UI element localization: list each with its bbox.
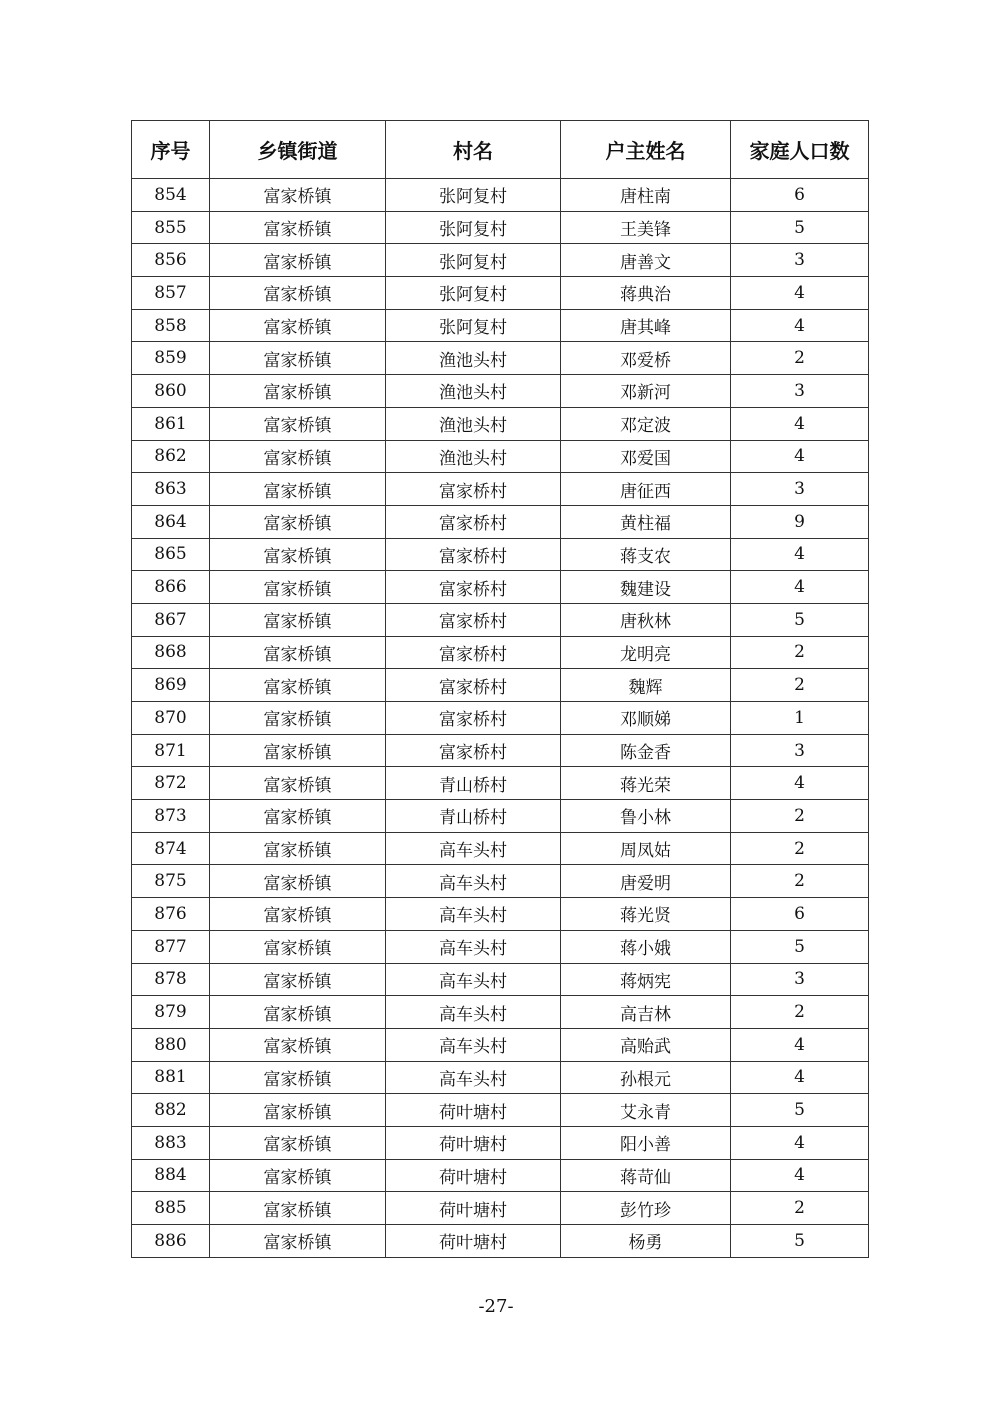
cell-village: 荷叶塘村 [386,1094,561,1127]
cell-serial-number: 886 [132,1225,210,1258]
cell-serial-number: 870 [132,702,210,735]
cell-serial-number: 867 [132,603,210,636]
cell-serial-number: 884 [132,1159,210,1192]
cell-serial-number: 872 [132,767,210,800]
cell-village: 富家桥村 [386,636,561,669]
table-row [132,603,869,636]
cell-village: 张阿复村 [386,211,561,244]
cell-family-size: 4 [731,767,869,800]
cell-household-head: 魏辉 [561,669,731,702]
cell-town: 富家桥镇 [210,603,386,636]
cell-village: 渔池头村 [386,440,561,473]
table-row [132,211,869,244]
cell-household-head: 蒋光贤 [561,898,731,931]
table-row [132,865,869,898]
table-row [132,1225,869,1258]
table-row [132,179,869,212]
cell-town: 富家桥镇 [210,342,386,375]
cell-household-head: 唐善文 [561,244,731,277]
cell-family-size: 3 [731,375,869,408]
cell-household-head: 高贻武 [561,1028,731,1061]
cell-serial-number: 862 [132,440,210,473]
cell-village: 渔池头村 [386,407,561,440]
cell-serial-number: 861 [132,407,210,440]
cell-town: 富家桥镇 [210,473,386,506]
cell-town: 富家桥镇 [210,800,386,833]
cell-town: 富家桥镇 [210,702,386,735]
cell-household-head: 唐柱南 [561,179,731,212]
cell-serial-number: 860 [132,375,210,408]
cell-town: 富家桥镇 [210,1094,386,1127]
cell-household-head: 邓顺娣 [561,702,731,735]
cell-village: 高车头村 [386,832,561,865]
cell-family-size: 5 [731,1094,869,1127]
table-row [132,1061,869,1094]
table-row [132,636,869,669]
table-row [132,996,869,1029]
cell-family-size: 4 [731,538,869,571]
cell-family-size: 2 [731,636,869,669]
cell-household-head: 唐爱明 [561,865,731,898]
cell-village: 荷叶塘村 [386,1192,561,1225]
cell-household-head: 彭竹珍 [561,1192,731,1225]
cell-household-head: 蒋典治 [561,277,731,310]
table-row [132,375,869,408]
cell-town: 富家桥镇 [210,734,386,767]
table-row [132,1028,869,1061]
cell-town: 富家桥镇 [210,571,386,604]
cell-family-size: 4 [731,309,869,342]
cell-household-head: 阳小善 [561,1126,731,1159]
cell-family-size: 4 [731,407,869,440]
cell-household-head: 周凤姑 [561,832,731,865]
cell-village: 富家桥村 [386,603,561,636]
cell-household-head: 龙明亮 [561,636,731,669]
cell-town: 富家桥镇 [210,1192,386,1225]
cell-household-head: 蒋苛仙 [561,1159,731,1192]
header-village: 村名 [386,121,561,179]
cell-household-head: 唐其峰 [561,309,731,342]
cell-serial-number: 874 [132,832,210,865]
table-row [132,1094,869,1127]
cell-household-head: 孙根元 [561,1061,731,1094]
table-header-row [132,121,869,179]
cell-serial-number: 865 [132,538,210,571]
cell-serial-number: 881 [132,1061,210,1094]
cell-household-head: 蒋支农 [561,538,731,571]
table-row [132,407,869,440]
cell-village: 张阿复村 [386,309,561,342]
cell-family-size: 1 [731,702,869,735]
cell-family-size: 5 [731,603,869,636]
table-row [132,669,869,702]
cell-town: 富家桥镇 [210,211,386,244]
cell-town: 富家桥镇 [210,767,386,800]
cell-household-head: 魏建设 [561,571,731,604]
table-row [132,277,869,310]
cell-family-size: 6 [731,179,869,212]
table-row [132,1159,869,1192]
cell-town: 富家桥镇 [210,996,386,1029]
cell-serial-number: 877 [132,930,210,963]
cell-household-head: 高吉林 [561,996,731,1029]
cell-household-head: 黄柱福 [561,505,731,538]
cell-family-size: 4 [731,1028,869,1061]
cell-household-head: 唐秋林 [561,603,731,636]
cell-village: 富家桥村 [386,734,561,767]
header-household-head: 户主姓名 [561,121,731,179]
cell-serial-number: 873 [132,800,210,833]
cell-family-size: 9 [731,505,869,538]
cell-town: 富家桥镇 [210,179,386,212]
cell-town: 富家桥镇 [210,538,386,571]
table-row [132,963,869,996]
cell-town: 富家桥镇 [210,1126,386,1159]
cell-serial-number: 854 [132,179,210,212]
cell-serial-number: 882 [132,1094,210,1127]
cell-serial-number: 871 [132,734,210,767]
cell-serial-number: 866 [132,571,210,604]
cell-town: 富家桥镇 [210,407,386,440]
cell-serial-number: 856 [132,244,210,277]
table-row [132,244,869,277]
cell-village: 渔池头村 [386,342,561,375]
cell-serial-number: 869 [132,669,210,702]
table-row [132,1192,869,1225]
cell-family-size: 5 [731,930,869,963]
cell-serial-number: 863 [132,473,210,506]
cell-village: 荷叶塘村 [386,1159,561,1192]
table-row [132,309,869,342]
cell-serial-number: 885 [132,1192,210,1225]
cell-family-size: 5 [731,1225,869,1258]
cell-serial-number: 880 [132,1028,210,1061]
table-row [132,930,869,963]
cell-household-head: 邓爱桥 [561,342,731,375]
cell-town: 富家桥镇 [210,244,386,277]
cell-family-size: 4 [731,1159,869,1192]
cell-family-size: 2 [731,1192,869,1225]
page-number: -27- [478,1296,514,1317]
cell-serial-number: 868 [132,636,210,669]
cell-village: 高车头村 [386,996,561,1029]
cell-village: 张阿复村 [386,277,561,310]
table-row [132,702,869,735]
table-row [132,473,869,506]
cell-village: 富家桥村 [386,505,561,538]
cell-household-head: 艾永青 [561,1094,731,1127]
cell-family-size: 4 [731,1061,869,1094]
cell-family-size: 2 [731,800,869,833]
cell-village: 张阿复村 [386,244,561,277]
cell-household-head: 邓新河 [561,375,731,408]
cell-family-size: 4 [731,1126,869,1159]
cell-village: 富家桥村 [386,538,561,571]
cell-family-size: 2 [731,832,869,865]
cell-household-head: 邓定波 [561,407,731,440]
cell-serial-number: 859 [132,342,210,375]
cell-village: 青山桥村 [386,767,561,800]
household-table [131,120,869,1258]
cell-village: 富家桥村 [386,571,561,604]
table-row [132,571,869,604]
cell-serial-number: 876 [132,898,210,931]
cell-family-size: 3 [731,963,869,996]
table-row [132,342,869,375]
cell-town: 富家桥镇 [210,832,386,865]
table-row [132,1126,869,1159]
cell-village: 富家桥村 [386,669,561,702]
table-body [132,179,869,1258]
cell-town: 富家桥镇 [210,669,386,702]
cell-town: 富家桥镇 [210,440,386,473]
cell-serial-number: 857 [132,277,210,310]
header-serial-number: 序号 [132,121,210,179]
cell-serial-number: 855 [132,211,210,244]
cell-serial-number: 879 [132,996,210,1029]
cell-village: 高车头村 [386,1061,561,1094]
table-row [132,538,869,571]
cell-town: 富家桥镇 [210,865,386,898]
cell-village: 青山桥村 [386,800,561,833]
cell-family-size: 4 [731,571,869,604]
cell-town: 富家桥镇 [210,1061,386,1094]
cell-village: 高车头村 [386,898,561,931]
cell-family-size: 2 [731,865,869,898]
cell-village: 富家桥村 [386,473,561,506]
cell-household-head: 陈金香 [561,734,731,767]
cell-village: 高车头村 [386,930,561,963]
cell-village: 富家桥村 [386,702,561,735]
cell-household-head: 蒋光荣 [561,767,731,800]
cell-village: 高车头村 [386,1028,561,1061]
table-row [132,800,869,833]
cell-town: 富家桥镇 [210,277,386,310]
cell-household-head: 蒋炳宪 [561,963,731,996]
cell-family-size: 2 [731,996,869,1029]
cell-family-size: 3 [731,473,869,506]
table-row [132,505,869,538]
header-family-size: 家庭人口数 [731,121,869,179]
cell-town: 富家桥镇 [210,309,386,342]
cell-town: 富家桥镇 [210,930,386,963]
cell-family-size: 2 [731,669,869,702]
table-row [132,767,869,800]
cell-village: 荷叶塘村 [386,1225,561,1258]
cell-town: 富家桥镇 [210,1028,386,1061]
cell-town: 富家桥镇 [210,375,386,408]
cell-household-head: 邓爱国 [561,440,731,473]
cell-household-head: 唐征西 [561,473,731,506]
cell-serial-number: 883 [132,1126,210,1159]
cell-household-head: 蒋小娥 [561,930,731,963]
cell-town: 富家桥镇 [210,1159,386,1192]
table-row [132,832,869,865]
cell-town: 富家桥镇 [210,505,386,538]
cell-serial-number: 878 [132,963,210,996]
cell-serial-number: 875 [132,865,210,898]
table-row [132,734,869,767]
cell-household-head: 王美锋 [561,211,731,244]
cell-family-size: 3 [731,734,869,767]
cell-village: 荷叶塘村 [386,1126,561,1159]
cell-village: 张阿复村 [386,179,561,212]
cell-family-size: 2 [731,342,869,375]
header-town: 乡镇街道 [210,121,386,179]
cell-town: 富家桥镇 [210,1225,386,1258]
cell-village: 高车头村 [386,963,561,996]
cell-household-head: 杨勇 [561,1225,731,1258]
cell-family-size: 5 [731,211,869,244]
cell-family-size: 3 [731,244,869,277]
cell-serial-number: 858 [132,309,210,342]
cell-village: 高车头村 [386,865,561,898]
table-row [132,898,869,931]
cell-town: 富家桥镇 [210,898,386,931]
table-row [132,440,869,473]
cell-village: 渔池头村 [386,375,561,408]
cell-household-head: 鲁小林 [561,800,731,833]
cell-family-size: 6 [731,898,869,931]
cell-town: 富家桥镇 [210,636,386,669]
cell-town: 富家桥镇 [210,963,386,996]
cell-family-size: 4 [731,440,869,473]
cell-serial-number: 864 [132,505,210,538]
cell-family-size: 4 [731,277,869,310]
